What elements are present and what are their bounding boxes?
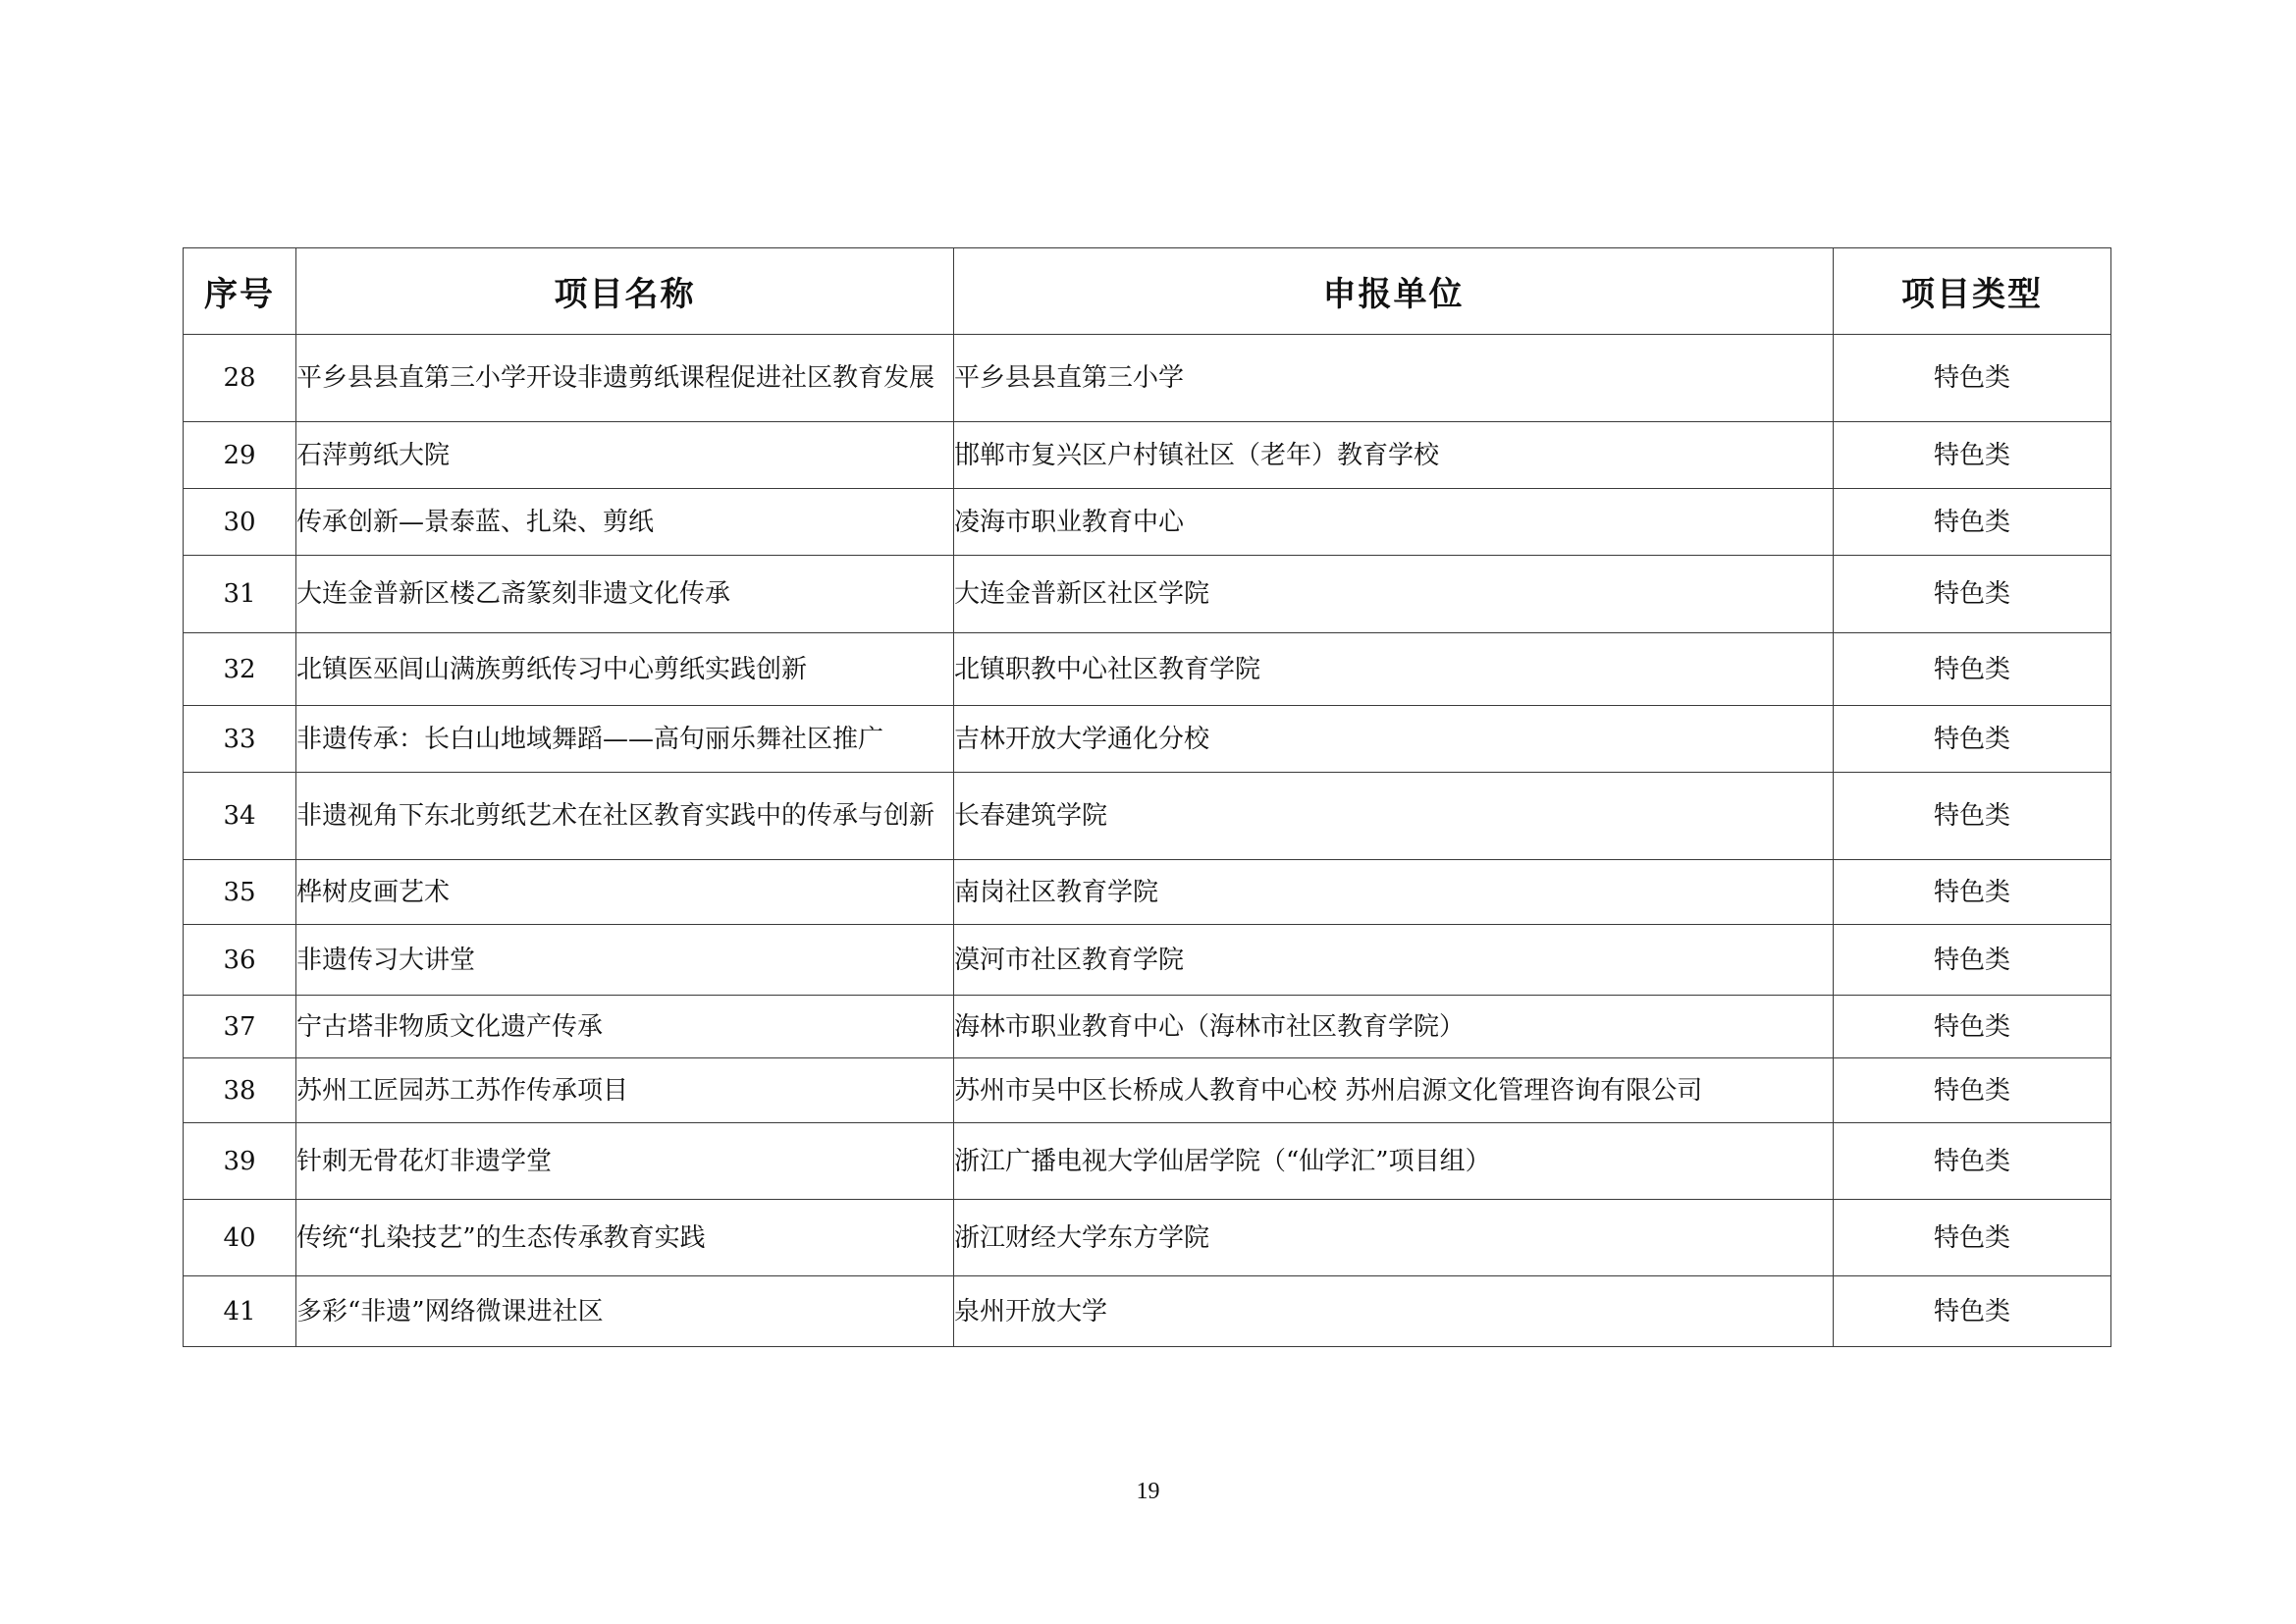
applicant-unit: 大连金普新区社区学院: [954, 556, 1834, 633]
row-number: 34: [184, 773, 296, 860]
applicant-unit: 泉州开放大学: [954, 1276, 1834, 1347]
project-name: 北镇医巫闾山满族剪纸传习中心剪纸实践创新: [296, 633, 954, 706]
project-type: 特色类: [1834, 556, 2111, 633]
applicant-unit: 苏州市吴中区长桥成人教育中心校 苏州启源文化管理咨询有限公司: [954, 1058, 1834, 1123]
table-row: [184, 422, 2111, 489]
header-applicant-unit: 申报单位: [954, 248, 1834, 335]
project-type: 特色类: [1834, 1123, 2111, 1200]
applicant-unit: 漠河市社区教育学院: [954, 925, 1834, 996]
applicant-unit: 平乡县县直第三小学: [954, 335, 1834, 422]
table-header-row: [184, 248, 2111, 335]
row-number: 29: [184, 422, 296, 489]
project-type: 特色类: [1834, 996, 2111, 1058]
row-number: 37: [184, 996, 296, 1058]
project-type: 特色类: [1834, 773, 2111, 860]
table-row: [184, 773, 2111, 860]
project-type: 特色类: [1834, 335, 2111, 422]
table-row: [184, 996, 2111, 1058]
applicant-unit: 海林市职业教育中心（海林市社区教育学院）: [954, 996, 1834, 1058]
project-name: 非遗视角下东北剪纸艺术在社区教育实践中的传承与创新: [296, 773, 954, 860]
table-row: [184, 633, 2111, 706]
table-row: [184, 1123, 2111, 1200]
project-name: 针刺无骨花灯非遗学堂: [296, 1123, 954, 1200]
project-name: 苏州工匠园苏工苏作传承项目: [296, 1058, 954, 1123]
applicant-unit: 凌海市职业教育中心: [954, 489, 1834, 556]
row-number: 40: [184, 1200, 296, 1276]
project-name: 宁古塔非物质文化遗产传承: [296, 996, 954, 1058]
project-type: 特色类: [1834, 860, 2111, 925]
applicant-unit: 南岗社区教育学院: [954, 860, 1834, 925]
project-type: 特色类: [1834, 1200, 2111, 1276]
project-name: 非遗传承：长白山地域舞蹈——高句丽乐舞社区推广: [296, 706, 954, 773]
table-row: [184, 335, 2111, 422]
header-project-name: 项目名称: [296, 248, 954, 335]
project-type: 特色类: [1834, 422, 2111, 489]
table-row: [184, 1200, 2111, 1276]
project-type: 特色类: [1834, 925, 2111, 996]
project-name: 传统“扎染技艺”的生态传承教育实践: [296, 1200, 954, 1276]
project-type: 特色类: [1834, 706, 2111, 773]
table-row: [184, 556, 2111, 633]
project-type: 特色类: [1834, 1276, 2111, 1347]
table-row: [184, 489, 2111, 556]
project-name: 大连金普新区楼乙斋篆刻非遗文化传承: [296, 556, 954, 633]
table-row: [184, 706, 2111, 773]
project-name: 桦树皮画艺术: [296, 860, 954, 925]
row-number: 32: [184, 633, 296, 706]
table-row: [184, 1276, 2111, 1347]
applicant-unit: 浙江广播电视大学仙居学院（“仙学汇”项目组）: [954, 1123, 1834, 1200]
header-project-type: 项目类型: [1834, 248, 2111, 335]
project-name: 非遗传习大讲堂: [296, 925, 954, 996]
applicant-unit: 邯郸市复兴区户村镇社区（老年）教育学校: [954, 422, 1834, 489]
project-table: [183, 247, 2111, 1347]
row-number: 35: [184, 860, 296, 925]
project-type: 特色类: [1834, 489, 2111, 556]
row-number: 31: [184, 556, 296, 633]
row-number: 30: [184, 489, 296, 556]
project-name: 石萍剪纸大院: [296, 422, 954, 489]
project-name: 多彩“非遗”网络微课进社区: [296, 1276, 954, 1347]
project-type: 特色类: [1834, 633, 2111, 706]
table-row: [184, 1058, 2111, 1123]
project-name: 传承创新—景泰蓝、扎染、剪纸: [296, 489, 954, 556]
applicant-unit: 北镇职教中心社区教育学院: [954, 633, 1834, 706]
project-name: 平乡县县直第三小学开设非遗剪纸课程促进社区教育发展: [296, 335, 954, 422]
row-number: 36: [184, 925, 296, 996]
page-number: 19: [1136, 1479, 1160, 1504]
applicant-unit: 长春建筑学院: [954, 773, 1834, 860]
header-serial-number: 序号: [184, 248, 296, 335]
applicant-unit: 浙江财经大学东方学院: [954, 1200, 1834, 1276]
project-type: 特色类: [1834, 1058, 2111, 1123]
row-number: 41: [184, 1276, 296, 1347]
row-number: 39: [184, 1123, 296, 1200]
table-row: [184, 925, 2111, 996]
applicant-unit: 吉林开放大学通化分校: [954, 706, 1834, 773]
row-number: 38: [184, 1058, 296, 1123]
row-number: 28: [184, 335, 296, 422]
row-number: 33: [184, 706, 296, 773]
table-row: [184, 860, 2111, 925]
